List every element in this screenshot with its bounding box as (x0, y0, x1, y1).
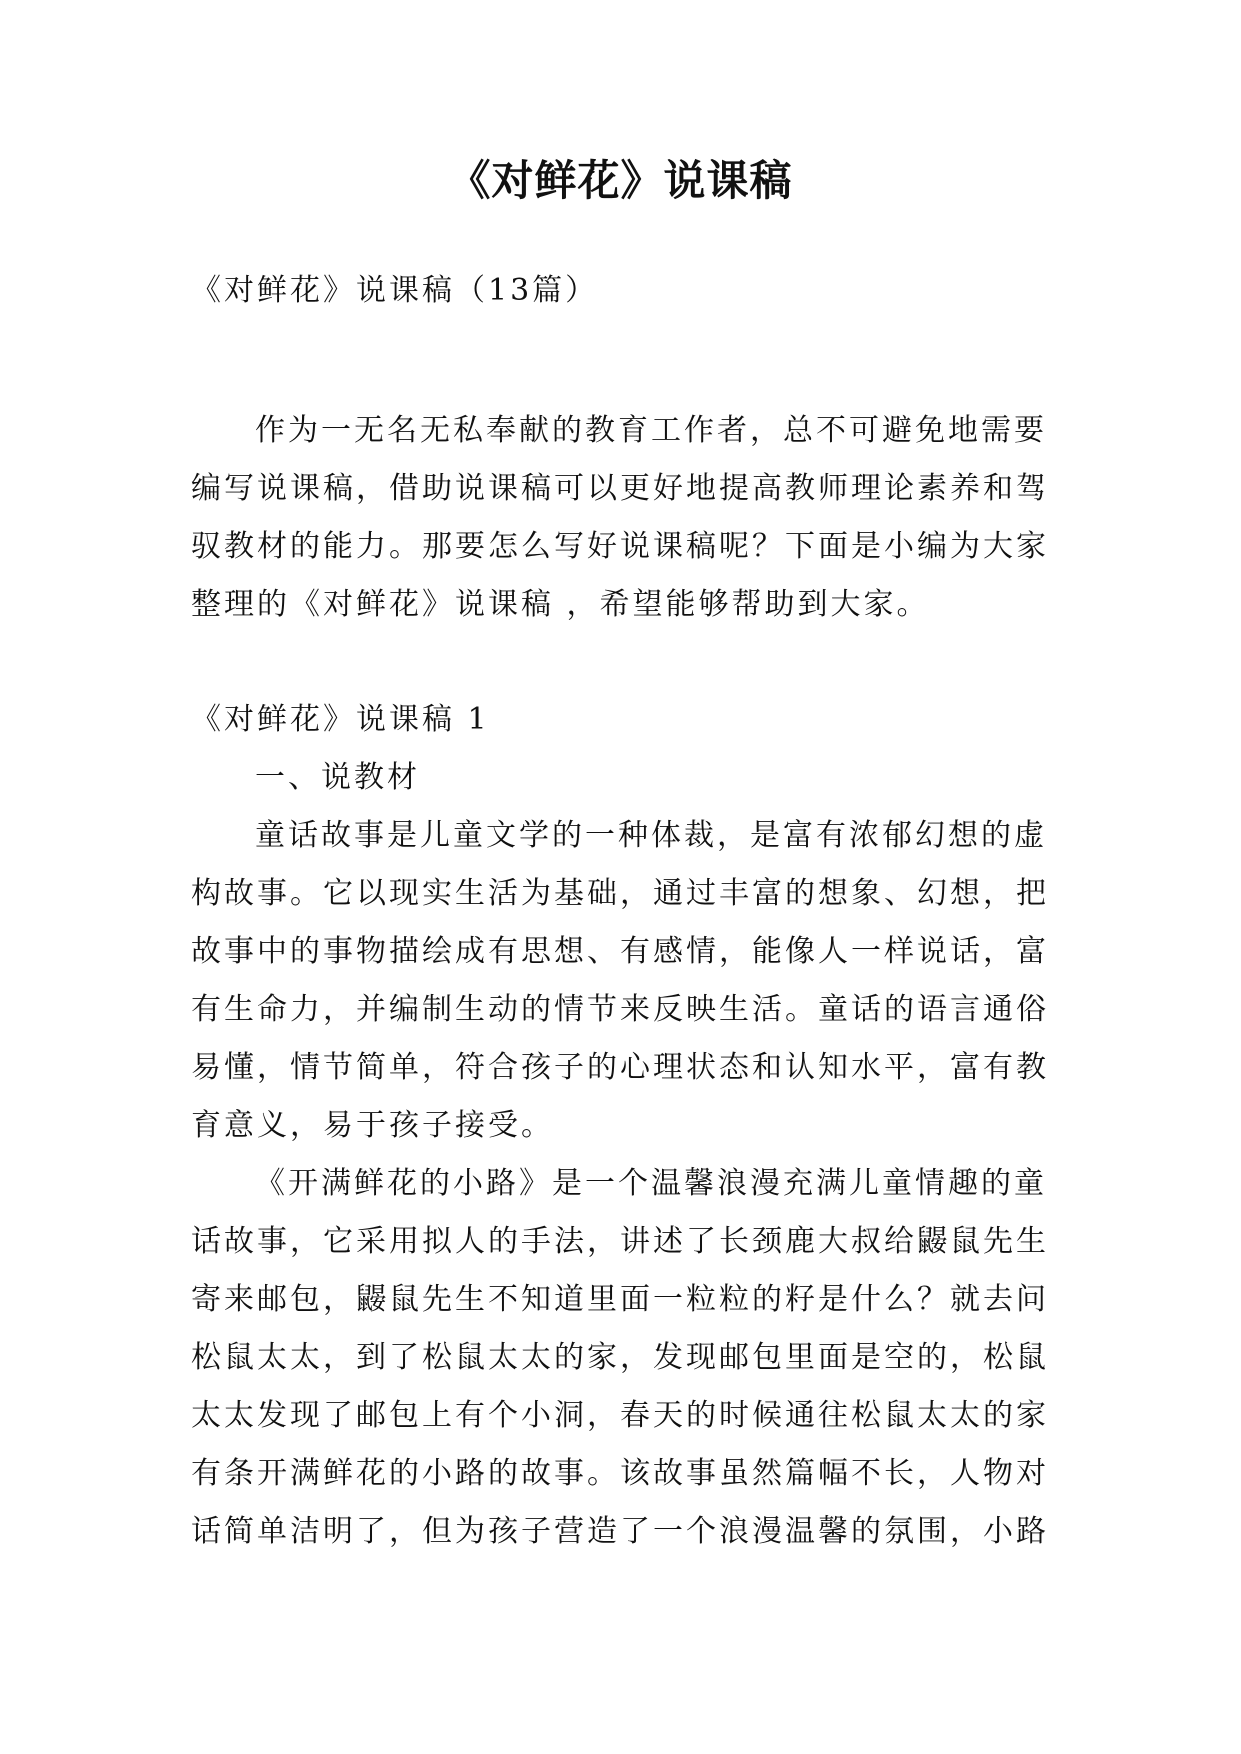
body-paragraph: 童话故事是儿童文学的一种体裁，是富有浓郁幻想的虚构故事。它以现实生活为基础，通过丰富的想象、幻想，把故事中的事物描绘成有思想、有感情，能像人一样说话，富有生命力，并编制生动的情节来反映生活。童话的语言通俗易懂，情节简单，符合孩子的心理状态和认知水平，富有教育意义，易于孩子接受。 (191, 818, 1049, 1143)
intro-paragraph: 作为一无名无私奉献的教育工作者，总不可避免地需要编写说课稿，借助说课稿可以更好地提高教师理论素养和驾驭教材的能力。那要怎么写好说课稿呢？下面是小编为大家整理的《对鲜花》说课稿 ，希望能够帮助到大家。 (191, 413, 1049, 622)
section-subheading: 一、说教材 (255, 760, 420, 795)
section-heading: 《对鲜花》说课稿 1 (191, 702, 490, 737)
body-paragraph: 《开满鲜花的小路》是一个温馨浪漫充满儿童情趣的童话故事，它采用拟人的手法，讲述了长颈鹿大叔给鼹鼠先生寄来邮包，鼹鼠先生不知道里面一粒粒的籽是什么？就去问松鼠太太，到了松鼠太太的家，发现邮包里面是空的，松鼠太太发现了邮包上有个小洞，春天的时候通往松鼠太太的家有条开满鲜花的小路的故事。该故事虽然篇幅不长，人物对话简单洁明了，但为孩子营造了一个浪漫温馨的氛围，小路 (191, 1166, 1049, 1549)
document-subtitle: 《对鲜花》说课稿（13篇） (191, 273, 599, 308)
section-1 (191, 691, 1051, 1561)
document-title: 《对鲜花》说课稿 (448, 156, 793, 205)
intro-section (191, 402, 1051, 634)
